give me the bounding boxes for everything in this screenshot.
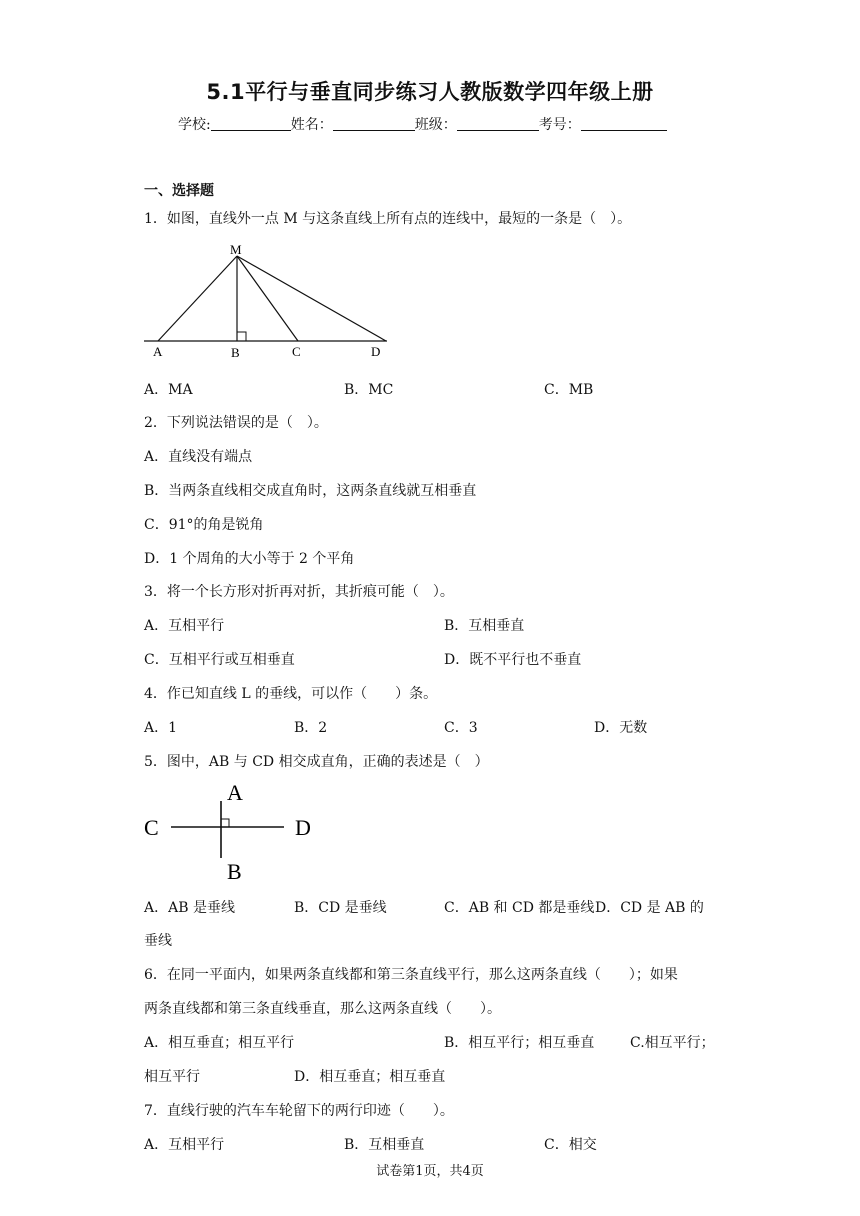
name-label: 姓名： <box>290 117 333 133</box>
segment-ma <box>158 256 237 341</box>
q3-option-b[interactable]: B．互相垂直 <box>444 618 525 634</box>
question-2-text: 2．下列说法错误的是（ ）。 <box>144 415 328 431</box>
right-angle-mark <box>221 819 229 827</box>
label-d: D <box>295 815 311 840</box>
q6-option-b[interactable]: B．相互平行；相互垂直 <box>444 1035 595 1051</box>
label-a: A <box>153 344 163 359</box>
q2-option-b[interactable]: B．当两条直线相交成直角时，这两条直线就互相垂直 <box>144 483 477 499</box>
q5-option-d-wrap: 垂线 <box>144 933 172 949</box>
class-blank <box>457 116 539 131</box>
q5-option-c[interactable]: C．AB 和 CD 都是垂线 <box>444 900 595 916</box>
q7-option-c[interactable]: C．相交 <box>544 1137 597 1153</box>
q1-option-a[interactable]: A．MA <box>144 382 193 398</box>
q4-option-b[interactable]: B．2 <box>294 720 328 736</box>
q2-option-c[interactable]: C．91°的角是锐角 <box>144 517 264 533</box>
question-6-text-line-1: 6．在同一平面内，如果两条直线都和第三条直线平行，那么这两条直线（ ）；如果 <box>144 967 678 983</box>
segment-md <box>237 256 386 341</box>
q4-option-a[interactable]: A．1 <box>144 720 178 736</box>
question-7-text: 7．直线行驶的汽车车轮留下的两行印迹（ ）。 <box>144 1103 454 1119</box>
q6-option-c-wrap: 相互平行 <box>144 1069 200 1085</box>
q4-option-c[interactable]: C．3 <box>444 720 478 736</box>
page-footer: 试卷第1页，共4页 <box>376 1164 484 1179</box>
question-4-text: 4．作已知直线 L 的垂线，可以作（ ）条。 <box>144 686 438 702</box>
q2-option-d[interactable]: D．1 个周角的大小等于 2 个平角 <box>144 551 355 567</box>
label-b: B <box>231 345 240 360</box>
q5-option-d[interactable]: D．CD 是 AB 的 <box>595 900 704 916</box>
name-blank <box>333 116 415 131</box>
label-c: C <box>144 815 159 840</box>
q3-option-a[interactable]: A．互相平行 <box>144 618 225 634</box>
question-1-figure <box>140 240 395 362</box>
section-heading: 一、选择题 <box>144 183 214 199</box>
question-5-text: 5．图中，AB 与 CD 相交成直角，正确的表述是（ ） <box>144 754 489 770</box>
student-info-line <box>178 114 667 134</box>
q5-option-b[interactable]: B．CD 是垂线 <box>294 900 387 916</box>
question-5-figure <box>140 778 325 886</box>
q6-option-d[interactable]: D．相互垂直；相互垂直 <box>294 1069 446 1085</box>
label-m: M <box>230 242 242 257</box>
q7-option-a[interactable]: A．互相平行 <box>144 1137 225 1153</box>
q6-option-a[interactable]: A．相互垂直；相互平行 <box>144 1035 295 1051</box>
right-angle-mark <box>237 332 246 341</box>
question-6-text-line-2: 两条直线都和第三条直线垂直，那么这两条直线（ ）。 <box>144 1001 501 1017</box>
question-1-text: 1．如图，直线外一点 M 与这条直线上所有点的连线中，最短的一条是（ ）。 <box>144 211 632 227</box>
exam-number-blank <box>581 116 667 131</box>
question-3-text: 3．将一个长方形对折再对折，其折痕可能（ ）。 <box>144 584 454 600</box>
q3-option-c[interactable]: C．互相平行或互相垂直 <box>144 652 295 668</box>
q5-option-a[interactable]: A．AB 是垂线 <box>144 900 235 916</box>
segment-mc <box>237 256 298 341</box>
q2-option-a[interactable]: A．直线没有端点 <box>144 449 253 465</box>
class-label: 班级： <box>414 117 457 133</box>
exam-number-label: 考号： <box>538 117 581 133</box>
q7-option-b[interactable]: B．互相垂直 <box>344 1137 425 1153</box>
label-a: A <box>227 780 243 805</box>
label-d: D <box>371 344 381 359</box>
school-blank <box>211 116 291 131</box>
label-b: B <box>227 859 242 884</box>
q1-option-b[interactable]: B．MC <box>344 382 394 398</box>
page-title: 5.1平行与垂直同步练习人教版数学四年级上册 <box>206 80 654 104</box>
school-label: 学校: <box>178 117 211 133</box>
q4-option-d[interactable]: D．无数 <box>594 720 648 736</box>
label-c: C <box>292 344 301 359</box>
q3-option-d[interactable]: D．既不平行也不垂直 <box>444 652 582 668</box>
q6-option-c[interactable]: C.相互平行； <box>630 1035 715 1051</box>
q1-option-c[interactable]: C．MB <box>544 382 594 398</box>
